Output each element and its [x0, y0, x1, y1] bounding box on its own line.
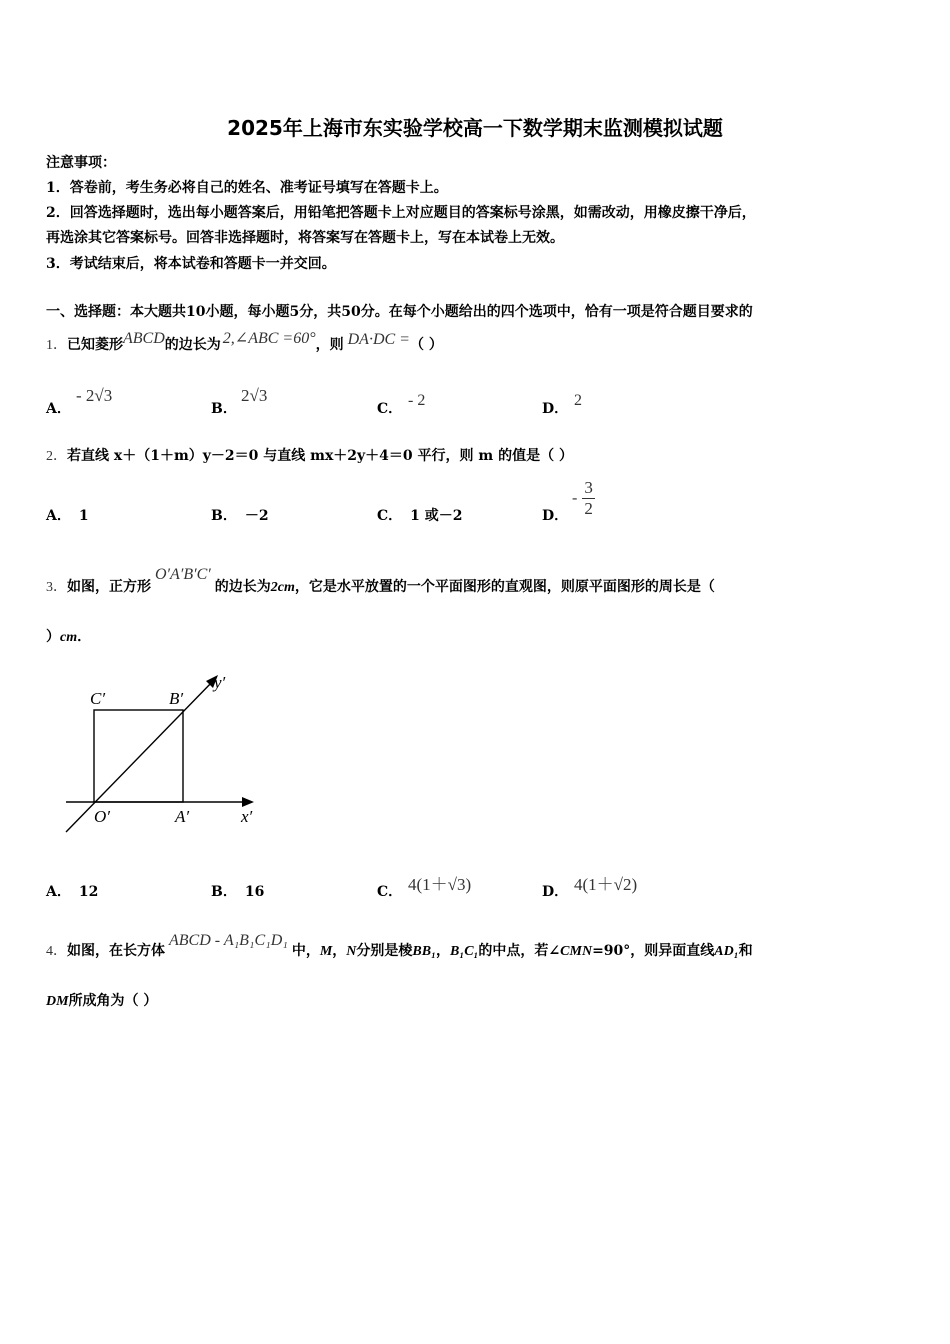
math-b1c1: B₁C₁: [449, 944, 479, 959]
option-label: D．: [542, 401, 569, 417]
page-title: 2025年上海市东实验学校高一下数学期末监测模拟试题: [227, 116, 723, 140]
label-o: O′: [94, 807, 110, 826]
math-n: N: [346, 944, 357, 959]
math-m: M: [319, 944, 333, 959]
label-a: A′: [175, 807, 190, 826]
option-value: 12: [78, 884, 99, 900]
question-text: 已知菱形: [67, 337, 123, 353]
question-text: 如图，正方形: [67, 579, 151, 595]
question-text: 的边长为: [214, 579, 271, 595]
question-4-cont: [46, 990, 157, 1010]
fraction-denominator: 2: [584, 499, 593, 518]
y-axis: [66, 680, 214, 832]
option-label: A．: [46, 401, 71, 417]
option-c[interactable]: [377, 505, 463, 525]
option-label: B．: [211, 508, 237, 524]
option-d-value: 2: [574, 392, 582, 409]
math-cmn: CMN: [560, 944, 593, 959]
question-text: =90°，则异面直线: [592, 943, 715, 959]
option-label: A．: [46, 508, 71, 524]
option-label: B．: [211, 884, 237, 900]
question-text: ，: [332, 943, 347, 959]
math-unit: cm: [60, 630, 78, 645]
question-text: 如图，在长方体: [67, 943, 165, 959]
option-label: D．: [542, 884, 569, 900]
option-d-value: 4(1＋√2): [574, 875, 638, 894]
option-d[interactable]: [542, 881, 568, 901]
section-heading: 一、选择题：本大题共10小题，每小题5分，共50分。在每个小题给出的四个选项中，恰有一项是符合题目要求的: [46, 304, 753, 320]
question-1: [46, 330, 443, 354]
notice-item-2-cont: 再选涂其它答案标号。回答非选择题时，将答案写在答题卡上，写在本试卷上无效。: [46, 230, 564, 246]
math-cuboid: ABCD - A₁B₁C₁D₁: [169, 932, 288, 949]
question-4: [46, 932, 753, 960]
option-value: －2: [244, 508, 269, 524]
question-number: 4．: [46, 944, 67, 959]
option-value: 1 或－2: [410, 508, 463, 524]
question-text: ，: [435, 943, 450, 959]
question-text: 所成角为（ ）: [68, 993, 158, 1009]
question-number: 3．: [46, 580, 67, 595]
option-label: A．: [46, 884, 71, 900]
option-c-value: 4(1＋√3): [408, 875, 472, 894]
square-outline: [94, 710, 183, 802]
option-a[interactable]: [46, 881, 98, 901]
option-b[interactable]: [211, 505, 269, 525]
math-abcd: ABCD: [123, 330, 165, 347]
option-a[interactable]: [46, 505, 89, 525]
notice-item-1: 1．答卷前，考生务必将自己的姓名、准考证号填写在答题卡上。: [46, 180, 448, 196]
question-text: ）: [46, 629, 60, 645]
label-x: x′: [241, 807, 253, 826]
math-bb1: BB₁: [412, 944, 436, 959]
label-c: C′: [90, 689, 106, 708]
question-text: 的中点，若∠: [478, 943, 561, 959]
math-condition: 2,∠ABC =60°: [222, 330, 316, 347]
label-b: B′: [169, 689, 184, 708]
question-3: [46, 566, 715, 596]
math-dm: DM: [46, 994, 69, 1009]
option-c[interactable]: [377, 398, 402, 418]
option-a[interactable]: [46, 398, 71, 418]
question-text: 若直线 x＋（1＋m）y－2＝0 与直线 mx＋2y＋4＝0 平行，则 m 的值是（ ）: [67, 448, 573, 464]
question-text: 的边长为: [164, 337, 221, 353]
fraction-numerator: 3: [584, 478, 593, 497]
math-dot-product: DA·DC =: [347, 331, 410, 348]
math-ad1: AD₁: [714, 944, 739, 959]
math-length: 2cm: [270, 580, 295, 595]
option-value: 1: [78, 508, 89, 524]
option-c-value: - 2: [408, 392, 426, 409]
oblique-square-figure: [56, 660, 276, 840]
label-y: y′: [214, 673, 226, 692]
option-b[interactable]: [211, 398, 237, 418]
option-d[interactable]: [542, 505, 568, 525]
fraction-sign: -: [572, 489, 578, 507]
question-3-cont: [46, 626, 91, 646]
question-text: ，它是水平放置的一个平面图形的直观图，则原平面图形的周长是（: [294, 579, 715, 595]
option-c[interactable]: [377, 881, 402, 901]
option-b[interactable]: [211, 881, 264, 901]
question-number: 2．: [46, 449, 67, 464]
x-arrow-icon: [242, 797, 254, 807]
question-number: 1．: [46, 338, 67, 353]
notice-item-2: 2．回答选择题时，选出每小题答案后，用铅笔把答题卡上对应题目的答案标号涂黑，如需改动，用橡皮擦干净后，: [46, 205, 756, 221]
question-text: 和: [738, 943, 753, 959]
option-label: B．: [211, 401, 237, 417]
question-text: ．: [77, 629, 92, 645]
question-text: 中，: [291, 943, 320, 959]
notice-heading: 注意事项：: [46, 155, 116, 171]
option-d-fraction: [572, 478, 595, 519]
option-b-value: 2√3: [241, 386, 268, 405]
question-text: （ ）: [409, 337, 443, 353]
option-label: C．: [377, 401, 403, 417]
option-value: 16: [244, 884, 265, 900]
option-label: C．: [377, 508, 403, 524]
option-a-value: - 2√3: [76, 386, 113, 405]
option-label: C．: [377, 884, 403, 900]
question-2: [46, 445, 573, 465]
option-label: D．: [542, 508, 569, 524]
notice-item-3: 3．考试结束后，将本试卷和答题卡一并交回。: [46, 256, 336, 272]
math-square: O′A′B′C′: [155, 566, 211, 583]
question-text: ，则: [315, 337, 344, 353]
option-d[interactable]: [542, 398, 568, 418]
question-text: 分别是棱: [356, 943, 413, 959]
